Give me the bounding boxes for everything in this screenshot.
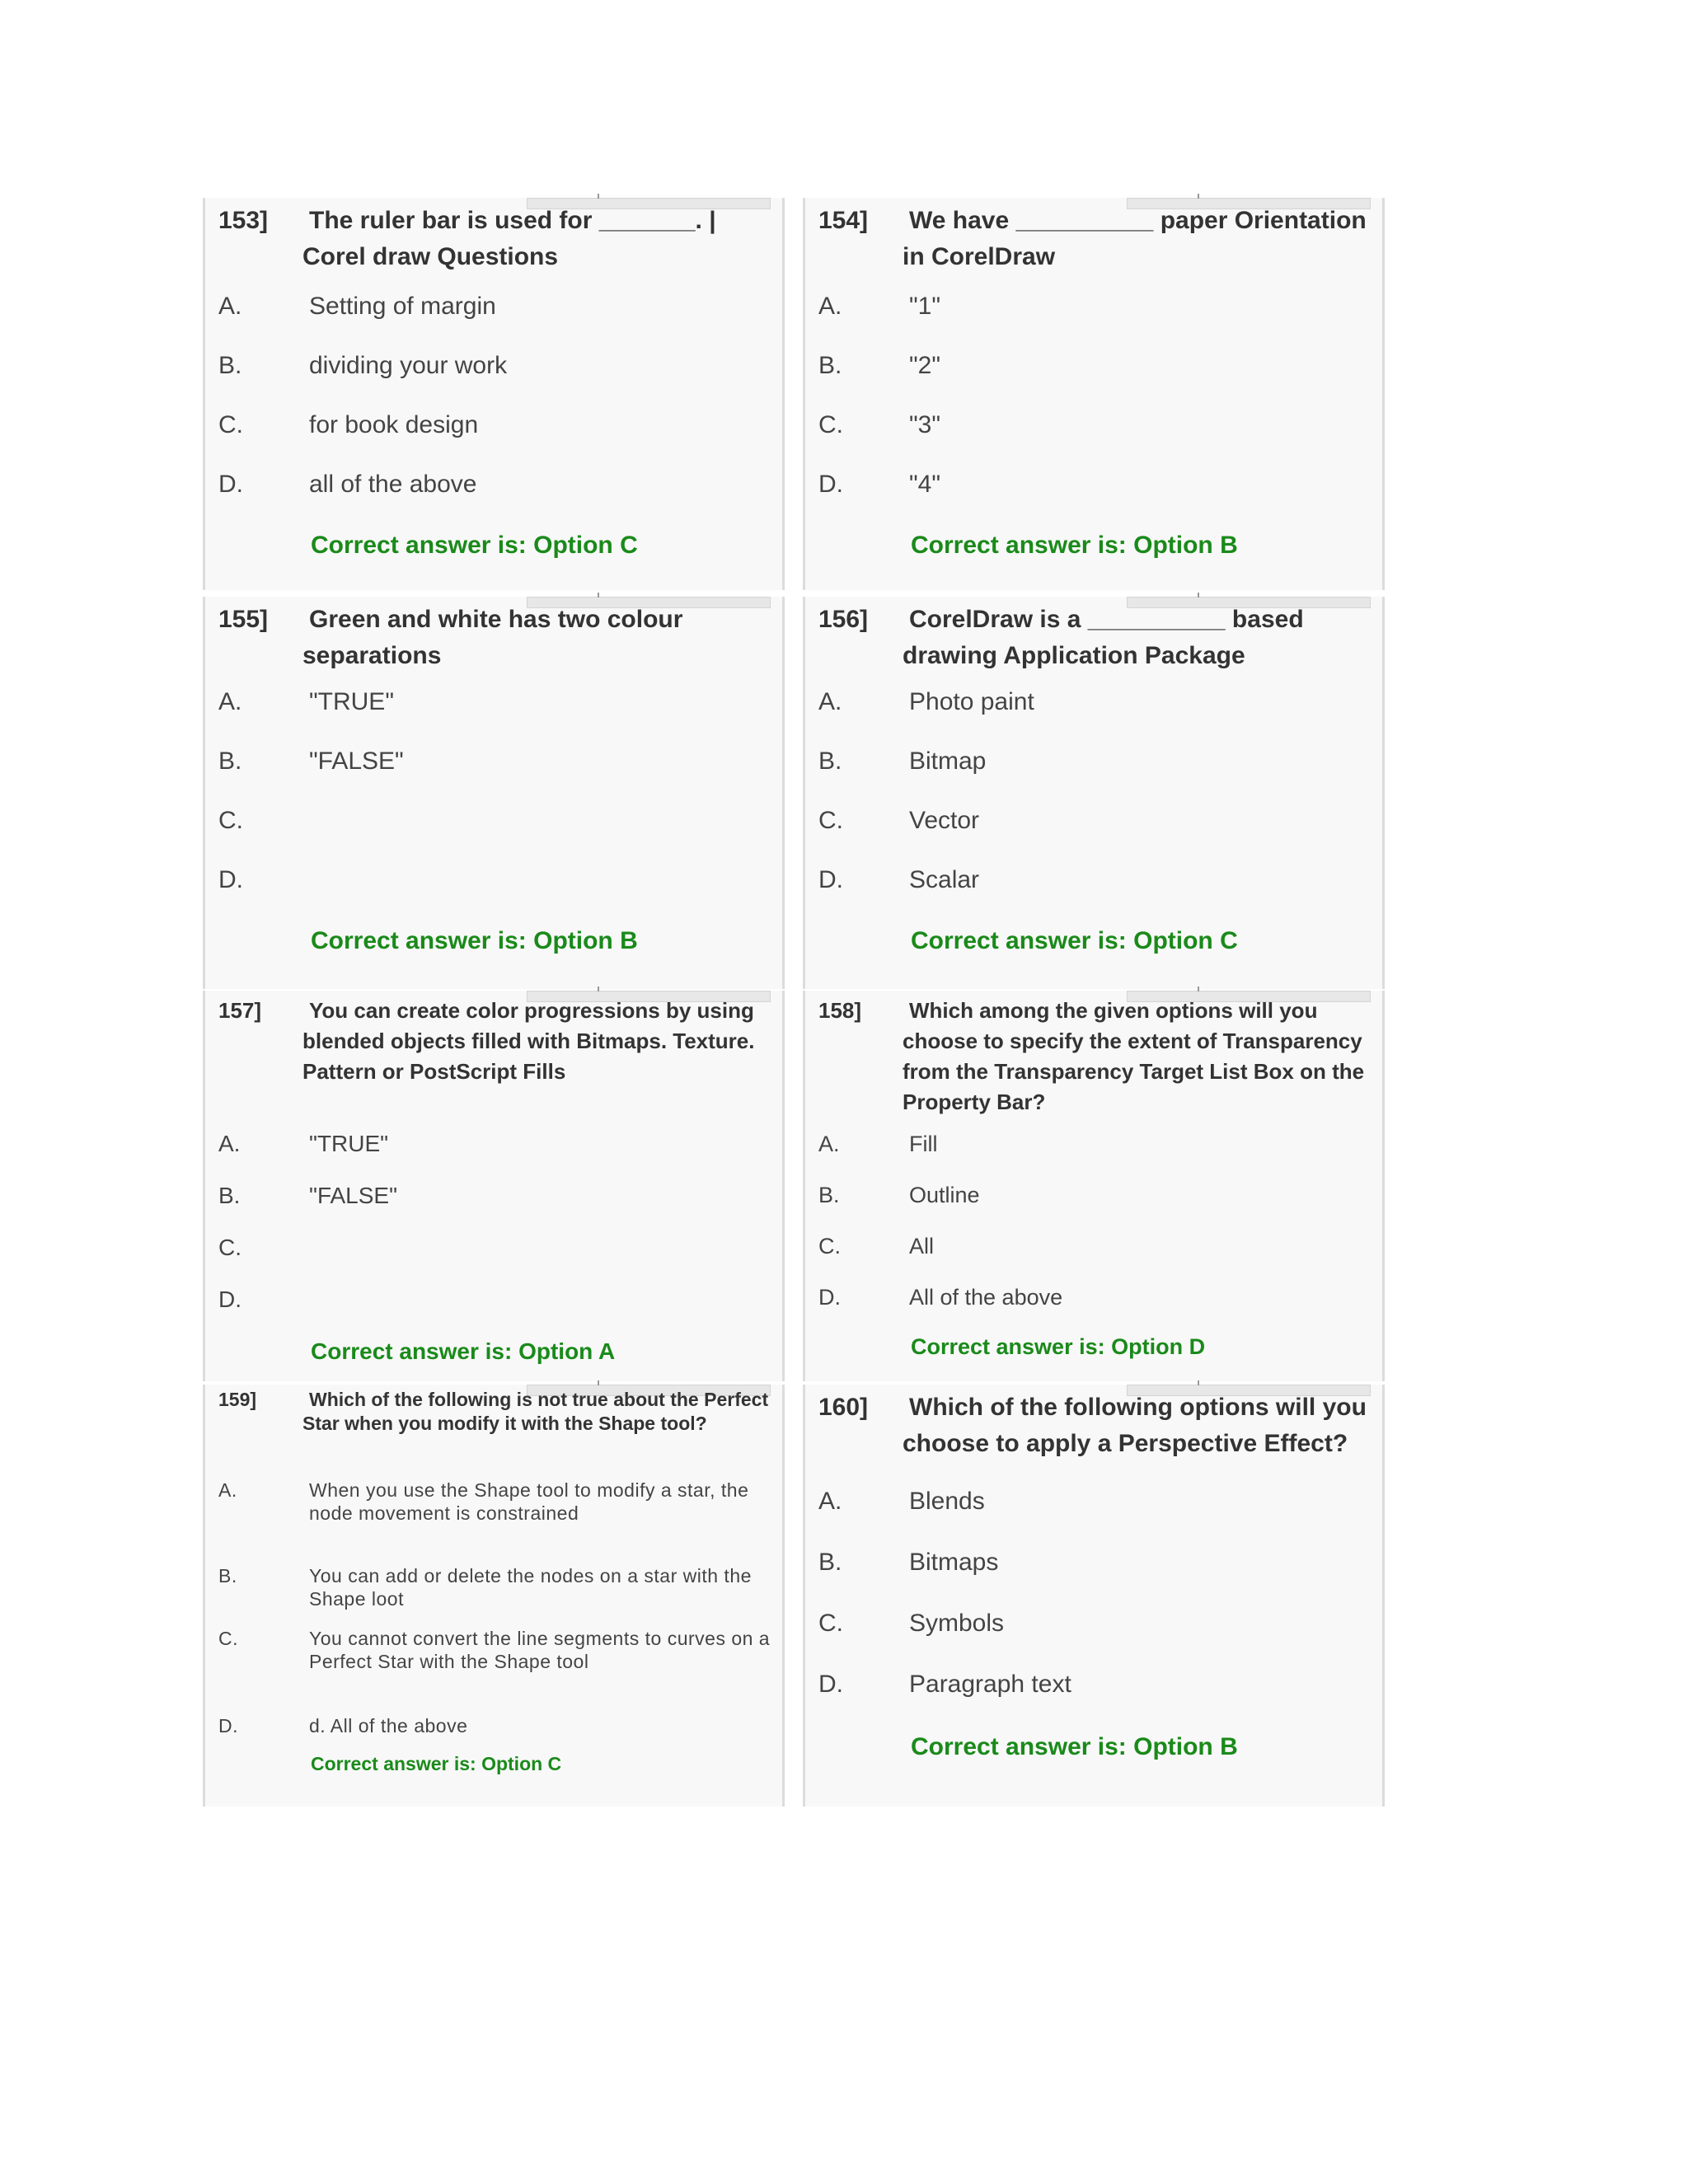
question-text: We have __________ paper Orientation in CorelDraw	[903, 207, 1367, 270]
question-text: CorelDraw is a __________ based drawing Application Package	[903, 606, 1304, 669]
question-card-158: 158] Which among the given options will you choose to specify the extent of Transparency from the Transparency Target List Box on the Property Bar? A. Fill B. Outline C. All D. All of the above Correct answer is: Option D	[803, 991, 1385, 1381]
question-sheet	[203, 198, 1385, 1807]
question-text: You can create color progressions by using blended objects filled with Bitmaps. Texture. Pattern or PostScript Fills	[302, 998, 755, 1084]
question-number: 156]	[818, 606, 869, 633]
question-card-156: 156] CorelDraw is a __________ based drawing Application Package A. Photo paint B. Bitmap C. Vector D. Scalar Correct answer is: Option C	[803, 597, 1385, 989]
question-card-155: 155] Green and white has two colour separations A. "TRUE" B. "FALSE" C. D. Correct answer is: Option B	[203, 597, 785, 989]
correct-answer: Correct answer is: Option B	[311, 927, 638, 954]
question-card-157: 157] You can create color progressions by using blended objects filled with Bitmaps. Texture. Pattern or PostScript Fills A. "TRUE" B. "FALSE" C. D. Correct answer is: Option A	[203, 991, 785, 1381]
question-number: 158]	[818, 998, 862, 1023]
correct-answer: Correct answer is: Option C	[911, 927, 1238, 954]
question-text: Which among the given options will you choose to specify the extent of Transparency from the Transparency Target List Box on the Property Bar?	[903, 998, 1365, 1114]
question-number: 154]	[818, 207, 869, 234]
correct-answer: Correct answer is: Option D	[911, 1334, 1206, 1359]
correct-answer: Correct answer is: Option B	[911, 532, 1238, 559]
question-number: 153]	[218, 207, 269, 234]
question-number: 155]	[218, 606, 269, 633]
question-number: 157]	[218, 998, 262, 1023]
correct-answer: Correct answer is: Option B	[911, 1733, 1238, 1760]
question-text: Which of the following is not true about the Perfect Star when you modify it with the Shape tool?	[302, 1389, 769, 1434]
correct-answer: Correct answer is: Option C	[311, 1753, 562, 1774]
question-number: 160]	[818, 1394, 869, 1421]
question-text: Green and white has two colour separations	[302, 606, 683, 669]
question-number: 159]	[218, 1389, 257, 1410]
question-card-153: 153] The ruler bar is used for _______. | Corel draw Questions A. Setting of margin B. dividing your work C. for book design D. all of the above Correct answer is: Option C	[203, 198, 785, 590]
question-card-154: 154] We have __________ paper Orientation in CorelDraw A. "1" B. "2" C. "3" D. "4" Correct answer is: Option B	[803, 198, 1385, 590]
question-card-160: 160] Which of the following options will you choose to apply a Perspective Effect? A. Blends B. Bitmaps C. Symbols D. Paragraph text Correct answer is: Option B	[803, 1385, 1385, 1807]
correct-answer: Correct answer is: Option A	[311, 1338, 616, 1364]
question-text: Which of the following options will you choose to apply a Perspective Effect?	[903, 1394, 1367, 1457]
question-card-159: 159] Which of the following is not true about the Perfect Star when you modify it with the Shape tool? A. When you use the Shape tool to modify a star, the node movement is constrained B. You can add or delete the nodes on a star with the Shape loot C. You cannot convert the line segments to curves on a Perfect Star with the Shape tool D. d. All of the above Correct answer is: Option C	[203, 1385, 785, 1807]
correct-answer: Correct answer is: Option C	[311, 532, 638, 559]
question-text: The ruler bar is used for _______. | Corel draw Questions	[302, 207, 716, 270]
